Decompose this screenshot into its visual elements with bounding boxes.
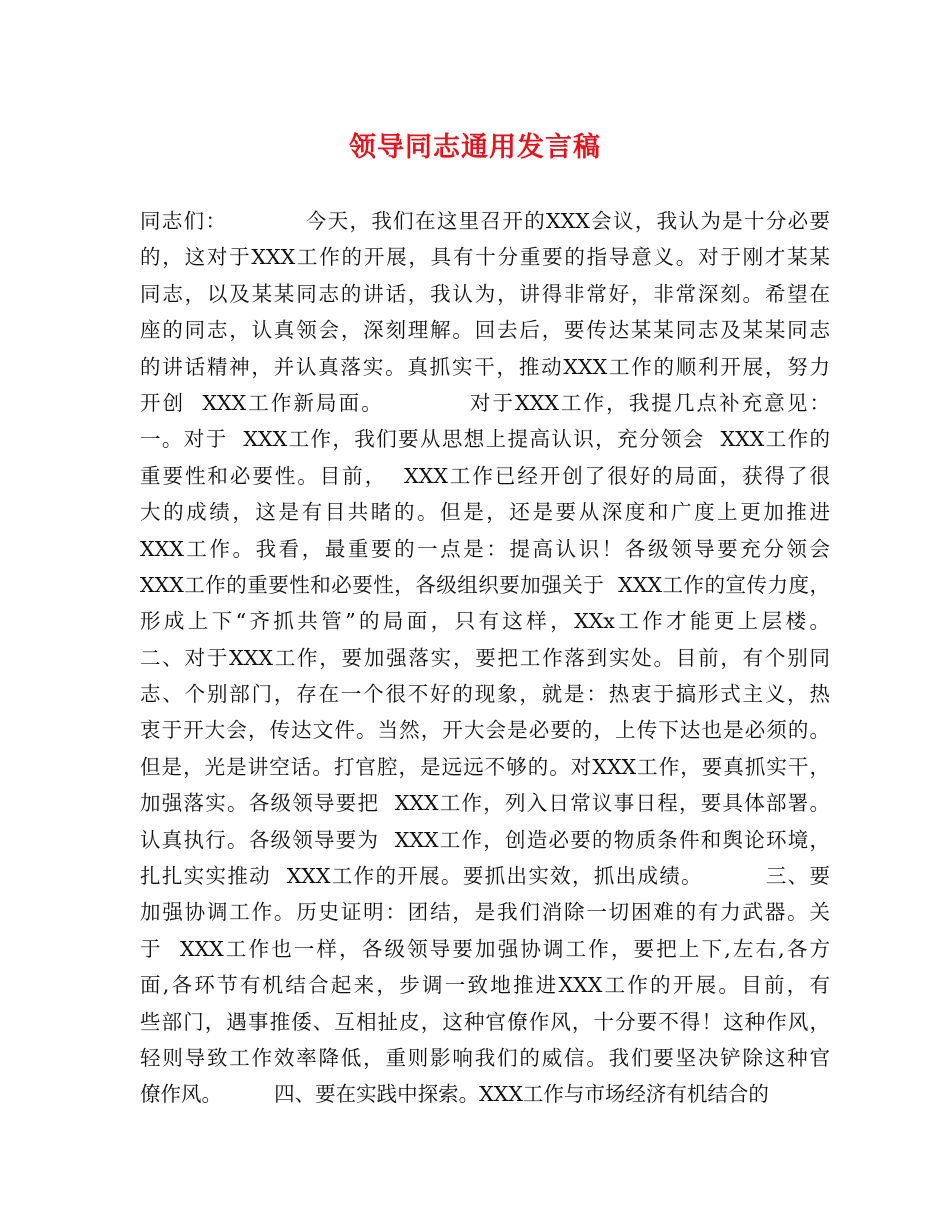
body-line: 衷于开大会，传达文件。当然，开大会是必要的，上传下达也是必须的。 (140, 718, 830, 743)
body-line: 加强协调工作。历史证明：团结，是我们消除一切困难的有力武器。关 (140, 900, 830, 925)
body-line: 大的成绩，这是有目共睹的。但是，还是要从深度和广度上更加推进 (140, 500, 830, 525)
body-line: 志、个别部门，存在一个很不好的现象，就是：热衷于搞形式主义，热 (140, 682, 830, 707)
body-line: 开创 XXX工作新局面。 对于XXX工作，我提几点补充意见： (140, 390, 830, 415)
body-line: 僚作风。 四、要在实践中探索。XXX工作与市场经济有机结合的 (140, 1082, 769, 1107)
body-line: 扎扎实实推动 XXX工作的开展。要抓出实效，抓出成绩。 三、要 (140, 864, 830, 889)
body-line: 面,各环节有机结合起来，步调一致地推进XXX工作的开展。目前，有 (140, 973, 830, 998)
body-line: 但是，光是讲空话。打官腔，是远远不够的。对XXX工作，要真抓实干， (140, 754, 830, 779)
body-line: XXX工作。我看，最重要的一点是：提高认识！各级领导要充分领会 (140, 536, 830, 561)
document-title: 领导同志通用发言稿 (349, 132, 601, 163)
body-line: 座的同志，认真领会，深刻理解。回去后，要传达某某同志及某某同志 (140, 318, 830, 343)
body-line: 一。对于 XXX工作，我们要从思想上提高认识，充分领会 XXX工作的 (140, 427, 830, 452)
body-line: 重要性和必要性。目前， XXX工作已经开创了很好的局面，获得了很 (140, 463, 830, 488)
body-line: 些部门，遇事推倭、互相扯皮，这种官僚作风，十分要不得！这种作风， (140, 1009, 830, 1034)
body-line: 二、对于XXX工作，要加强落实，要把工作落到实处。目前，有个别同 (140, 645, 830, 670)
body-line: 轻则导致工作效率降低，重则影响我们的威信。我们要坚决铲除这种官 (140, 1045, 830, 1070)
body-line: 加强落实。各级领导要把 XXX工作，列入日常议事日程，要具体部署。 (140, 791, 830, 816)
body-line: 同志，以及某某同志的讲话，我认为，讲得非常好，非常深刻。希望在 (140, 281, 830, 306)
body-line: 的讲话精神，并认真落实。真抓实干，推动XXX工作的顺利开展，努力 (140, 354, 830, 379)
body-line: 的，这对于XXX工作的开展，具有十分重要的指导意义。对于刚才某某 (140, 245, 830, 270)
body-line: 形成上下“齐抓共管”的局面，只有这样，XXx工作才能更上层楼。 (140, 609, 830, 634)
body-line: 认真执行。各级领导要为 XXX工作，创造必要的物质条件和舆论环境， (140, 827, 830, 852)
body-line: 于 XXX工作也一样，各级领导要加强协调工作，要把上下,左右,各方 (140, 936, 830, 961)
body-line: 同志们： 今天，我们在这里召开的XXX会议，我认为是十分必要 (140, 209, 830, 233)
document-body (140, 203, 830, 1113)
body-line: XXX工作的重要性和必要性，各级组织要加强关于 XXX工作的宣传力度， (140, 572, 830, 597)
